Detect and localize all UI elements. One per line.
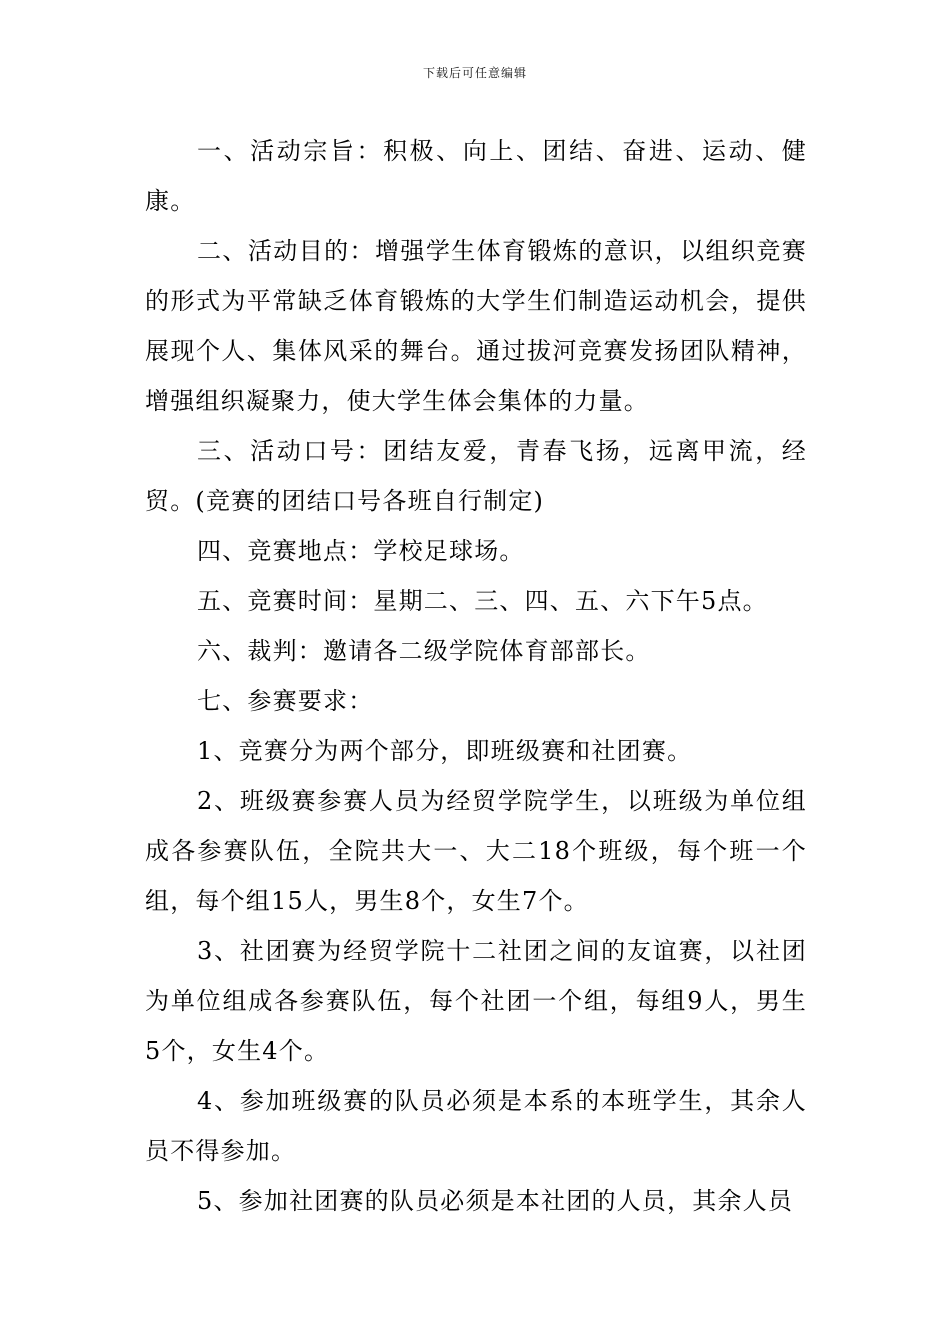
page-header-note: 下载后可任意编辑 — [422, 66, 527, 80]
document-body — [145, 126, 807, 1226]
paragraph-requirement-5: 5、参加社团赛的队员必须是本社团的人员，其余人员 — [197, 1187, 794, 1215]
paragraph-venue: 四、竞赛地点：学校足球场。 — [197, 537, 525, 565]
paragraph-requirements-heading: 七、参赛要求： — [197, 687, 374, 715]
paragraph-time: 五、竞赛时间：星期二、三、四、五、六下午5点。 — [197, 587, 768, 615]
paragraph-purpose: 一、活动宗旨：积极、向上、团结、奋进、运动、健康。 — [145, 137, 807, 215]
paragraph-goal: 二、活动目的：增强学生体育锻炼的意识，以组织竞赛的形式为平常缺乏体育锻炼的大学生们制造运动机会，提供展现个人、集体风采的舞台。通过拔河竞赛发扬团队精神，增强组织凝聚力，使大学生体会集体的力量。 — [145, 237, 807, 415]
paragraph-requirement-1: 1、竞赛分为两个部分，即班级赛和社团赛。 — [197, 737, 693, 765]
paragraph-requirement-2: 2、班级赛参赛人员为经贸学院学生，以班级为单位组成各参赛队伍，全院共大一、大二18个班级，每个班一个组，每个组15人，男生8个，女生7个。 — [145, 787, 807, 915]
paragraph-requirement-4: 4、参加班级赛的队员必须是本系的本班学生，其余人员不得参加。 — [145, 1087, 807, 1165]
paragraph-requirement-3: 3、社团赛为经贸学院十二社团之间的友谊赛，以社团为单位组成各参赛队伍，每个社团一个组，每组9人，男生5个，女生4个。 — [145, 937, 807, 1065]
paragraph-slogan: 三、活动口号：团结友爱，青春飞扬，远离甲流，经贸。(竞赛的团结口号各班自行制定) — [145, 437, 807, 515]
paragraph-referee: 六、裁判：邀请各二级学院体育部部长。 — [197, 637, 651, 665]
